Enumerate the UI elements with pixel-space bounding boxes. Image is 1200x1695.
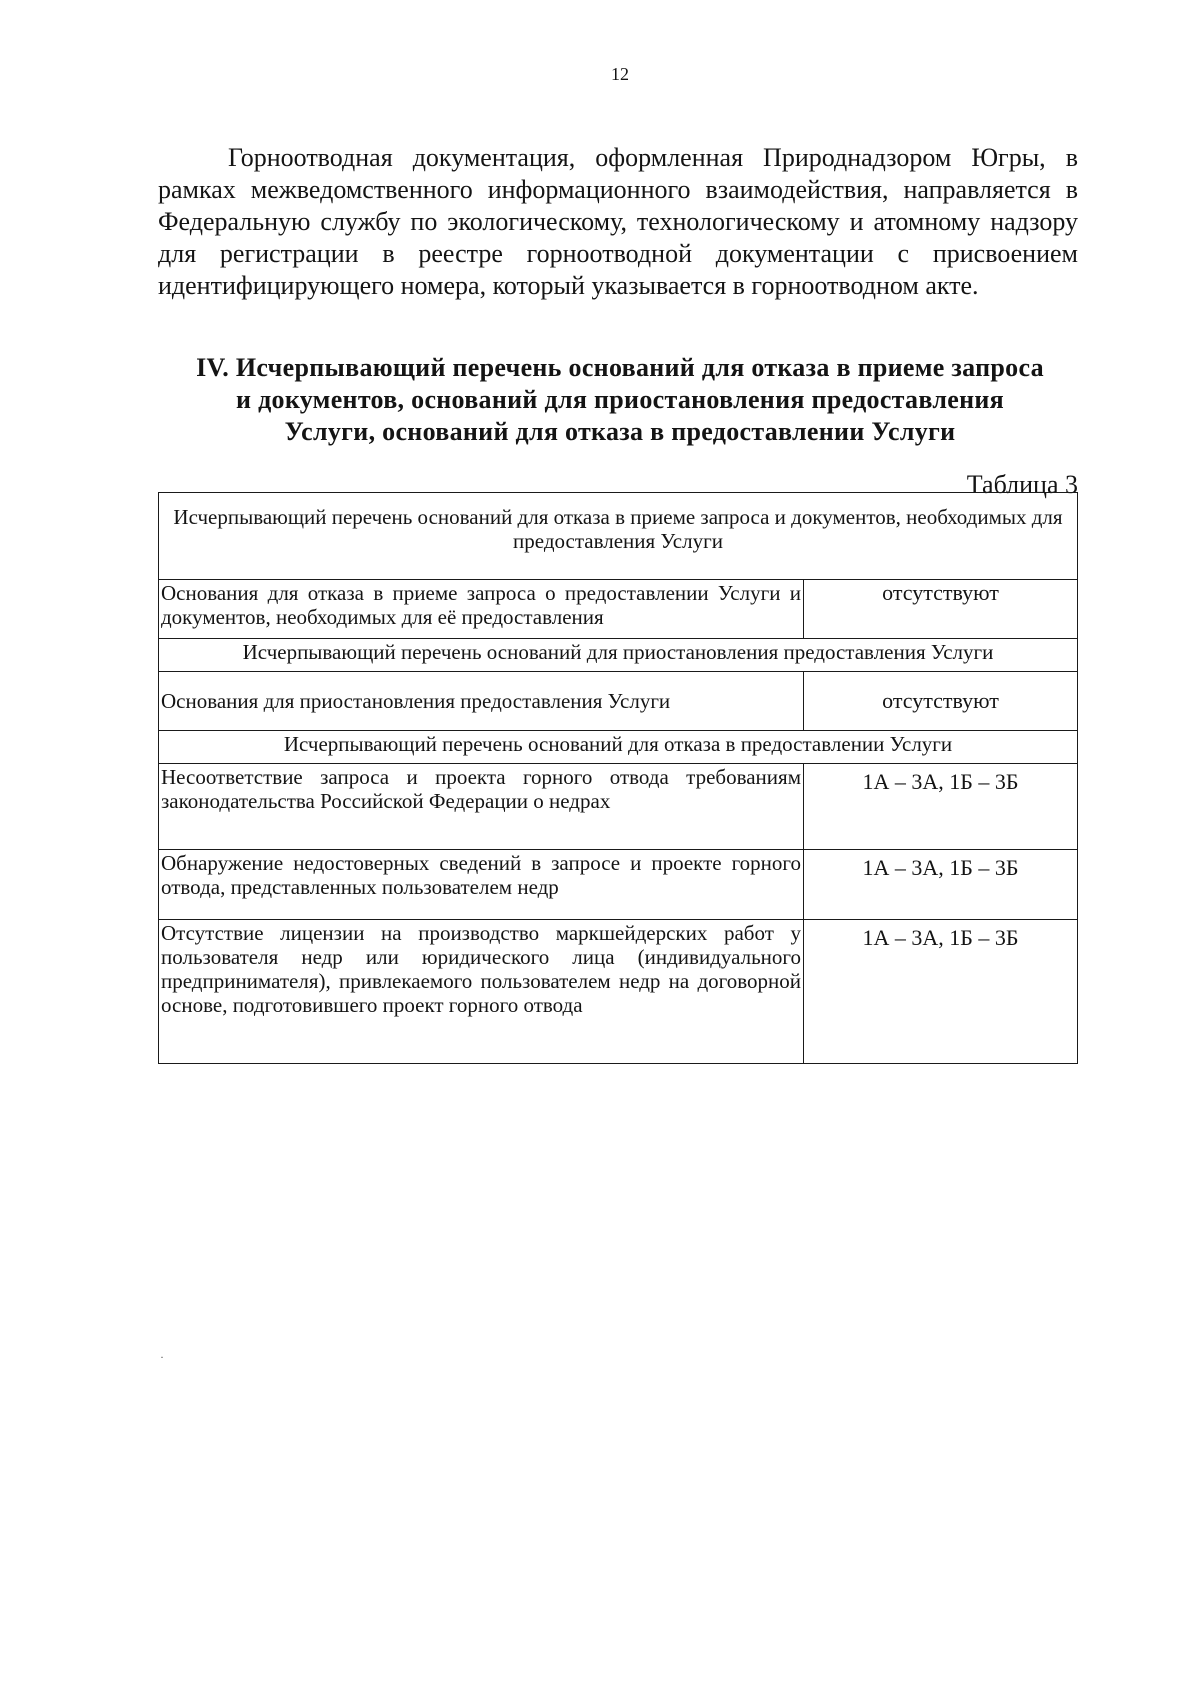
table-row	[159, 764, 1078, 850]
grounds-table	[158, 492, 1078, 1064]
table-group-header-row	[159, 493, 1078, 580]
value-cell	[804, 580, 1078, 639]
value-text: 1А – 3А, 1Б – 3Б	[862, 925, 1019, 950]
value-text: 1А – 3А, 1Б – 3Б	[862, 769, 1019, 794]
value-cell	[804, 920, 1078, 1064]
group-header-suspension: Исчерпывающий перечень оснований для приостановления предоставления Услуги	[159, 639, 1078, 672]
table-group-header-row	[159, 639, 1078, 672]
section-heading-line-2: и документов, оснований для приостановления предоставления	[235, 385, 1005, 414]
table-row	[159, 580, 1078, 639]
value-cell	[804, 672, 1078, 731]
value-text: 1А – 3А, 1Б – 3Б	[862, 855, 1019, 880]
intro-paragraph: Горноотводная документация, оформленная Природнадзором Югры, в рамках межведомственного информационного взаимодействия, направляется в Федеральную службу по экологическому, технологическому и атомному надзору для регистрации в реестре горноотводной документации с присвоением идентифицирующего номера, который указывается в горноотводном акте.	[158, 143, 1078, 300]
group-header-refusal-service: Исчерпывающий перечень оснований для отказа в предоставлении Услуги	[159, 731, 1078, 764]
page-number: 12	[611, 64, 629, 84]
reason-cell: Отсутствие лицензии на производство маркшейдерских работ у пользователя недр или юридического лица (индивидуального предпринимателя), привлекаемого пользователем недр на договорной основе, подготовившего проект горного отвода	[159, 920, 804, 1064]
table-row	[159, 672, 1078, 731]
reason-cell: Обнаружение недостоверных сведений в запросе и проекте горного отвода, представленных пользователем недр	[159, 850, 804, 920]
group-header-refusal-acceptance: Исчерпывающий перечень оснований для отказа в приеме запроса и документов, необходимых для предоставления Услуги	[159, 493, 1078, 580]
table-row	[159, 850, 1078, 920]
table-caption: Таблица 3	[966, 470, 1078, 499]
value-text: отсутствуют	[882, 580, 999, 605]
reason-cell: Основания для приостановления предоставления Услуги	[159, 672, 804, 731]
reason-cell: Основания для отказа в приеме запроса о предоставлении Услуги и документов, необходимых для её предоставления	[159, 580, 804, 639]
reason-cell: Несоответствие запроса и проекта горного отвода требованиям законодательства Российской Федерации о недрах	[159, 764, 804, 850]
section-heading-line-3: Услуги, оснований для отказа в предоставлении Услуги	[284, 417, 956, 446]
section-heading	[150, 352, 1090, 448]
value-cell	[804, 764, 1078, 850]
scan-speck: ·	[160, 1350, 164, 1364]
table-row	[159, 920, 1078, 1064]
table-group-header-row	[159, 731, 1078, 764]
value-text: отсутствуют	[882, 688, 999, 713]
value-cell	[804, 850, 1078, 920]
section-heading-line-1: IV. Исчерпывающий перечень оснований для отказа в приеме запроса	[196, 353, 1044, 382]
